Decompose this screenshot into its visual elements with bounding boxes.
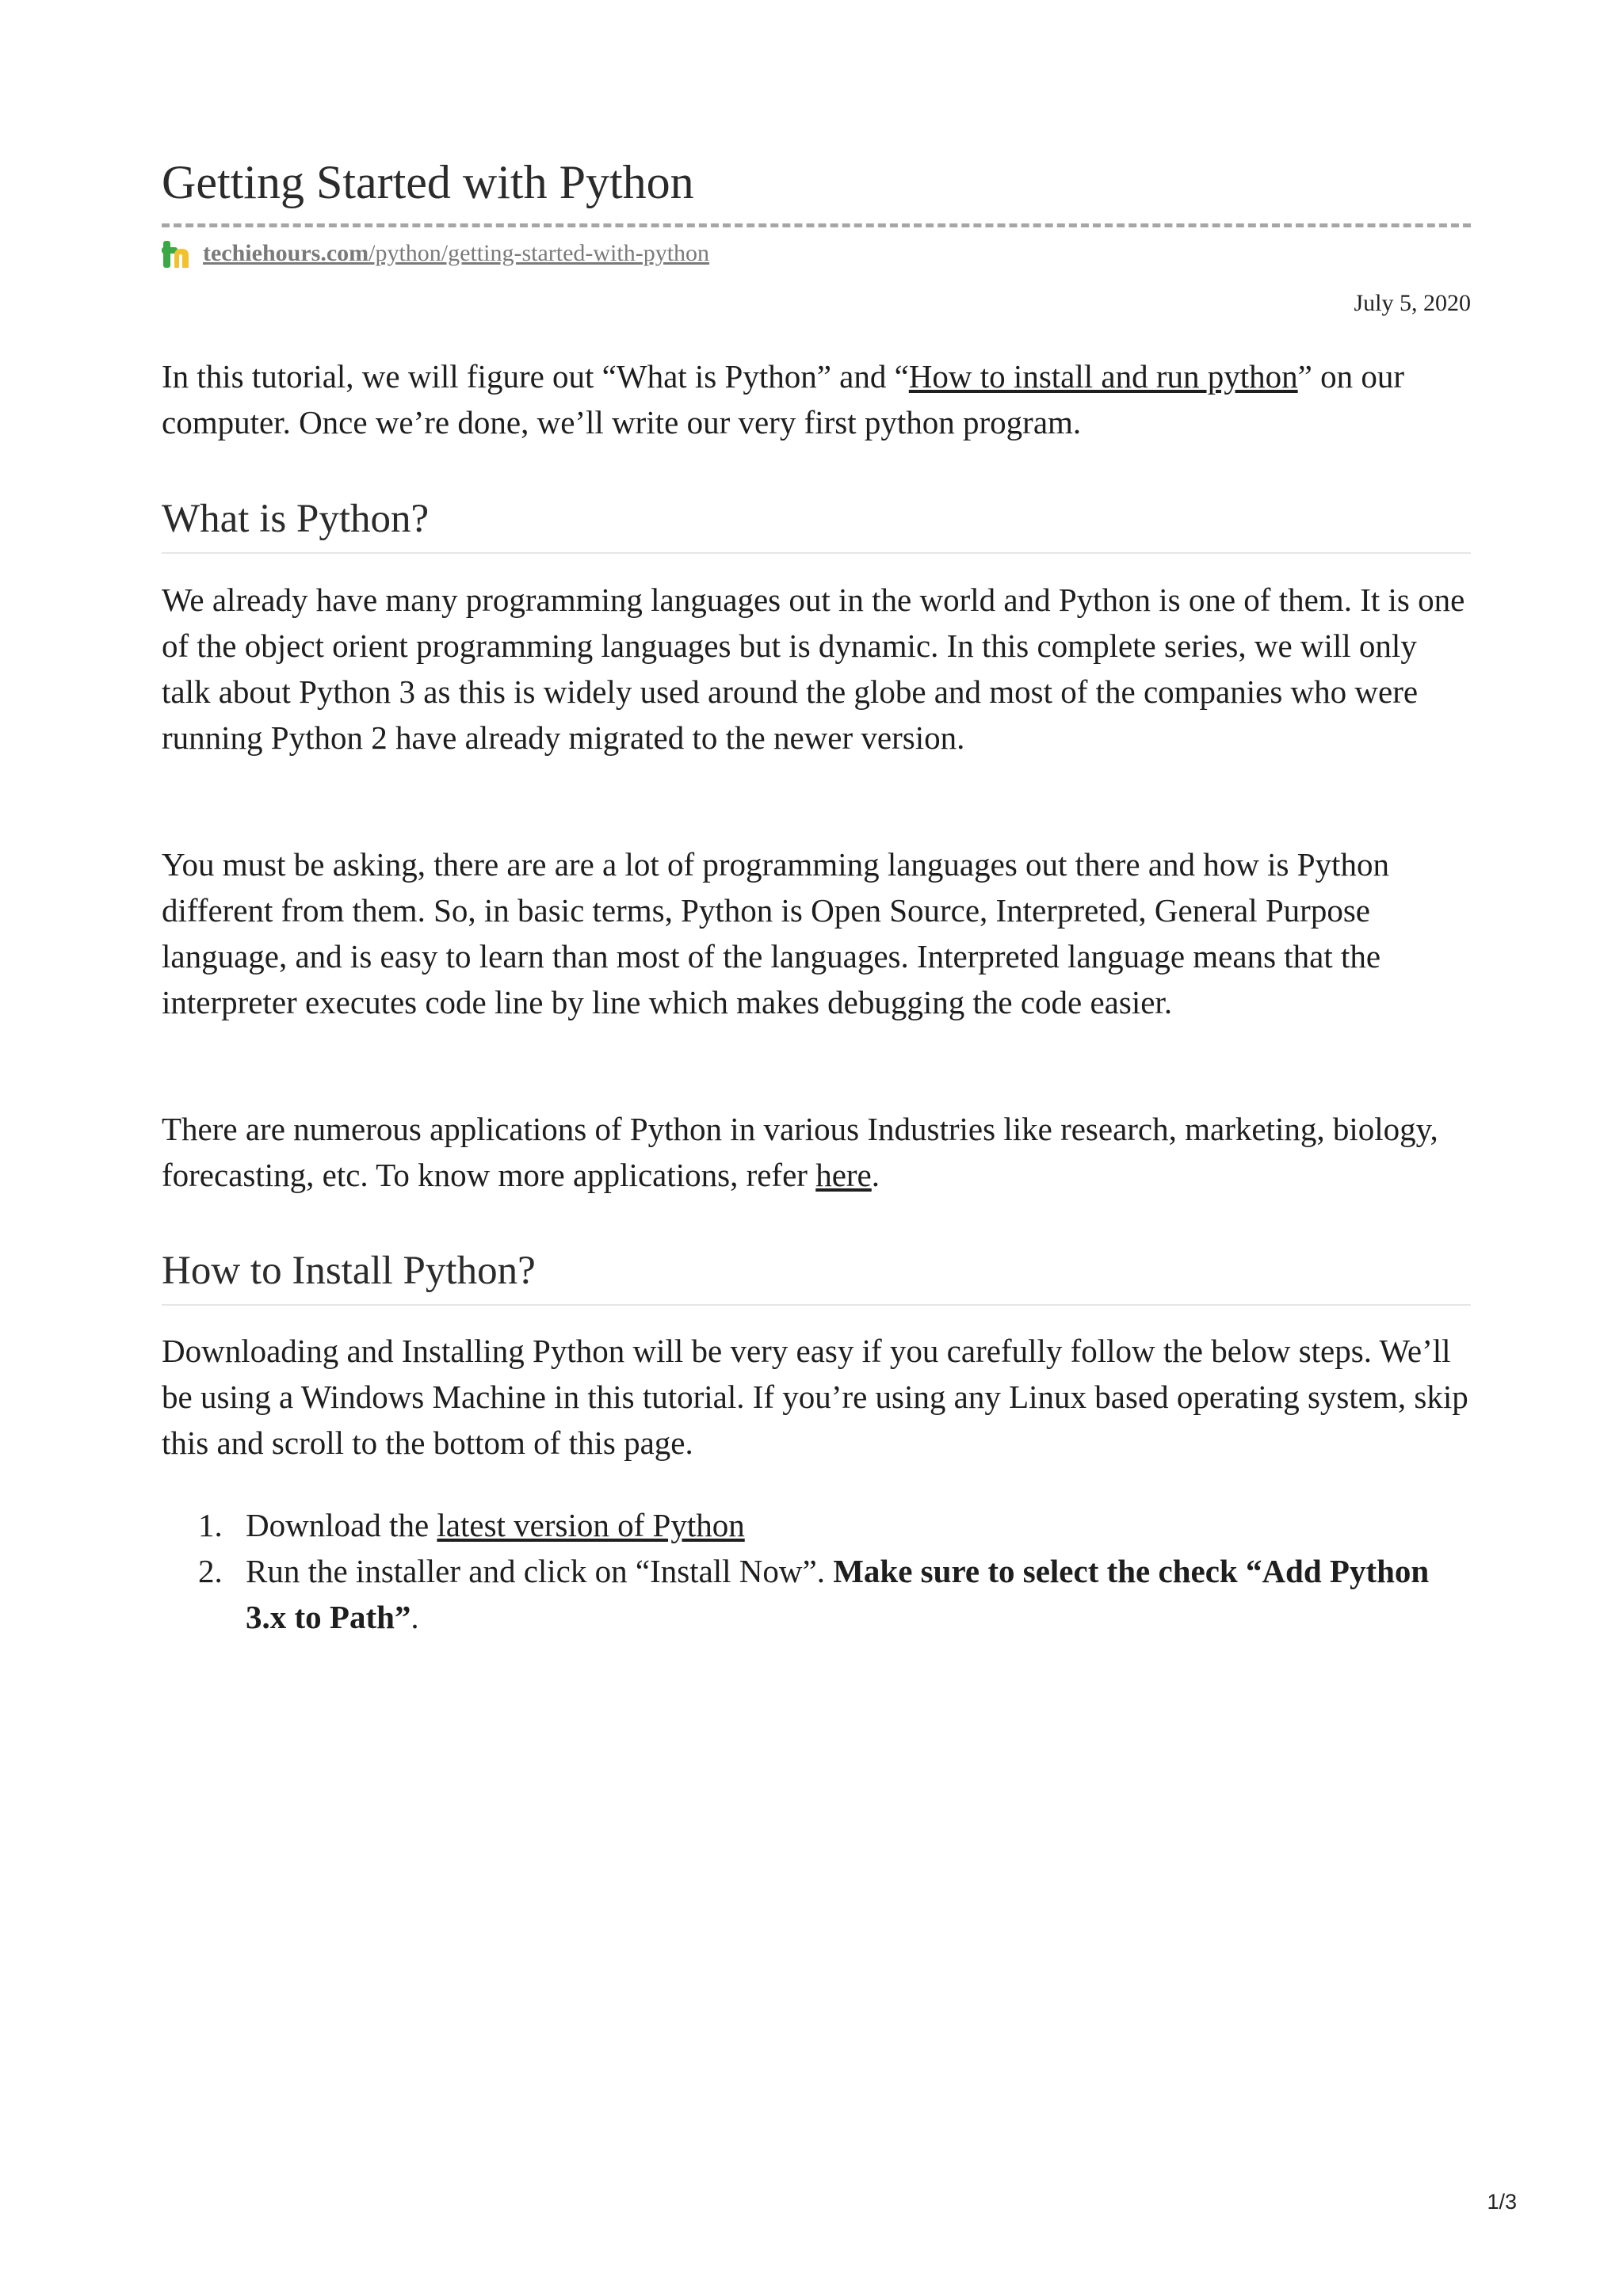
title-divider (162, 223, 1471, 227)
list-item (162, 1548, 1471, 1640)
source-link[interactable] (203, 240, 709, 267)
what-paragraph-3 (162, 1106, 1471, 1198)
p3-text-after: . (871, 1157, 880, 1193)
install-paragraph: Downloading and Installing Python will be very easy if you carefully follow the below steps. We’ll be using a Windows Machine in this tutorial. If you’re using any Linux based operating system, skip this and scroll to the bottom of this page. (162, 1333, 1468, 1461)
install-steps-list (162, 1502, 1471, 1640)
step-bold-text: Make sure to select the check “Add Python 3.x to Path” (246, 1553, 1430, 1635)
source-line (162, 238, 709, 269)
heading-what-is-python: What is Python? (162, 494, 1471, 554)
intro-text-before: In this tutorial, we will figure out “What is Python” and “ (162, 358, 909, 395)
step-number: 2. (198, 1553, 223, 1589)
step-text: Run the installer and click on “Install Now”. (246, 1553, 834, 1589)
intro-paragraph (162, 353, 1471, 445)
page-number: 1/3 (1487, 2190, 1517, 2214)
list-item (162, 1502, 1471, 1548)
source-path: /python/getting-started-with-python (369, 240, 710, 266)
heading-how-to-install: How to Install Python? (162, 1245, 1471, 1306)
publish-date: July 5, 2020 (1354, 290, 1471, 316)
techiehours-logo-icon (162, 238, 195, 269)
step-number: 1. (198, 1507, 223, 1543)
page-title: Getting Started with Python (162, 156, 694, 208)
applications-here-link[interactable]: here (815, 1157, 872, 1193)
what-paragraph-1: We already have many programming languages out in the world and Python is one of them. It is one of the object orient programming languages but is dynamic. In this complete series, we will only talk about Python 3 as this is widely used around the globe and most of the companies who were running Python 2 have already migrated to the newer version. (162, 582, 1465, 756)
intro-text-after: ” on our computer. Once we’re done, we’ll write our very first python program. (162, 358, 1404, 441)
latest-python-link[interactable]: latest version of Python (437, 1507, 745, 1543)
p3-text-before: There are numerous applications of Python in various Industries like research, marketing, biology, forecasting, etc. To know more applications, refer (162, 1111, 1438, 1193)
source-domain: techiehours.com (203, 240, 369, 266)
step-text-end: . (411, 1599, 419, 1635)
install-run-python-link[interactable]: How to install and run python (908, 358, 1298, 395)
what-paragraph-2: You must be asking, there are are a lot of programming languages out there and how is Python different from them. So, in basic terms, Python is Open Source, Interpreted, General Purpose language, and is easy to learn than most of the languages. Interpreted language means that the interpreter executes code line by line which makes debugging the code easier. (162, 846, 1389, 1020)
step-text: Download the (246, 1507, 437, 1543)
